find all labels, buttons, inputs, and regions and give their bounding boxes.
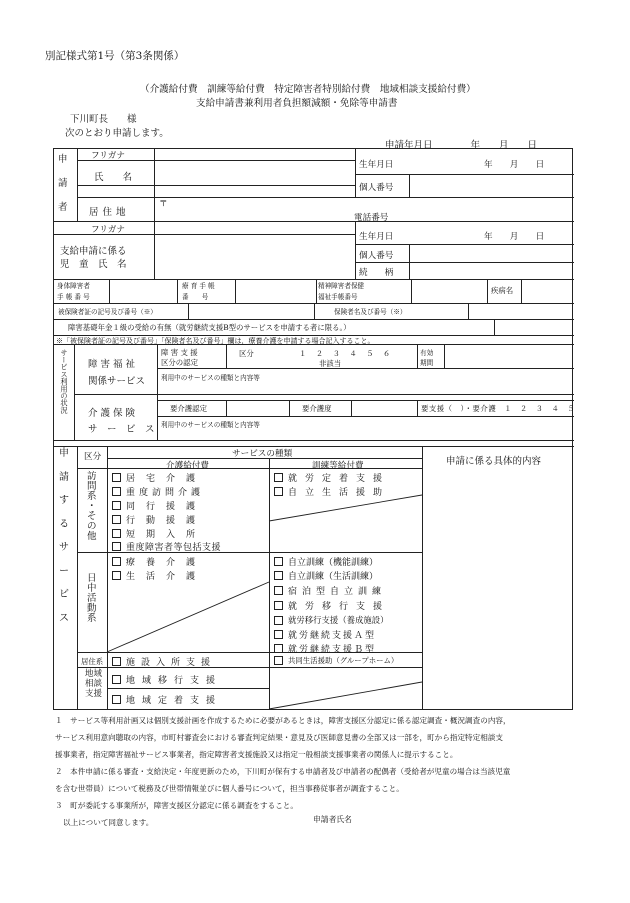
checkbox[interactable] xyxy=(274,656,283,665)
service-heavy-visit-care[interactable]: 重度訪問介護 xyxy=(112,485,264,498)
child-furigana-label: フリガナ xyxy=(91,225,125,235)
note-line: を含む世帯員）について税務及び世帯情報並びに個人番号について，担当事務従事者が調査すること。 xyxy=(55,784,404,793)
service-local-transition[interactable]: 地域移行支援 xyxy=(112,673,264,686)
service-accompany-support[interactable]: 同 行 援 護 xyxy=(112,499,264,512)
valid-period-label-2: 期間 xyxy=(420,359,434,367)
child-name-label-2: 児 童 氏 名 xyxy=(60,259,127,270)
support-category-label-1: 障 害 支 援 xyxy=(161,348,198,357)
disability-book-label-1: 身体障害者 xyxy=(57,282,90,290)
applicant-birth-field[interactable]: 年 月 日 xyxy=(484,160,545,170)
note-line: ２ 本件申請に係る審査・支給決定・年度更新のため，下川町が保有する申請者及び申請者の配偶者（受給者が児童の場合は当該児童 xyxy=(55,767,511,776)
group-living-label: 居住系 xyxy=(81,657,104,666)
checkbox[interactable] xyxy=(274,571,283,580)
group-visit-label: 訪 問 系 ・ そ の 他 xyxy=(87,471,97,542)
note-line: ３ 町が委託する事業所が，障害支援区分認定に係る調査をすること。 xyxy=(55,801,298,810)
group-day-label: 日 中 活 動 系 xyxy=(87,573,97,624)
checkbox[interactable] xyxy=(274,557,283,566)
service-employment-transition[interactable]: 就労移行支援 xyxy=(274,599,419,612)
service-local-settlement[interactable]: 地域定着支援 xyxy=(112,693,264,706)
service-living-care[interactable]: 生 活 介 護 xyxy=(112,569,264,582)
welfare-service-label-2: 関係サービス xyxy=(88,376,146,387)
child-personal-no-label: 個人番号 xyxy=(359,251,394,261)
checkbox[interactable] xyxy=(274,616,283,625)
kubun-label: 区分 xyxy=(84,452,102,462)
checkbox[interactable] xyxy=(112,695,121,704)
service-comprehensive-support[interactable]: 重度障害者等包括支援 xyxy=(112,540,264,553)
checkbox[interactable] xyxy=(274,644,283,653)
checkbox[interactable] xyxy=(274,586,283,595)
service-group-home[interactable]: 共同生活援助（グループホーム） xyxy=(274,655,419,666)
support-levels[interactable]: １ ２ ３ ４ ５ ６ xyxy=(299,349,392,358)
rehab-book-label-2: 番 号 xyxy=(182,293,209,301)
service-residential-training[interactable]: 宿泊型自立訓練 xyxy=(274,584,419,597)
applicant-name-label: 氏 名 xyxy=(94,172,133,183)
applicant-address-label: 居住地 xyxy=(89,207,130,218)
insured-no-label: 被保険者証の記号及び番号（※） xyxy=(58,308,157,316)
intro-text: 次のとおり申請します。 xyxy=(65,128,169,139)
child-relation-label: 続 柄 xyxy=(359,268,394,278)
support-category-label-2: 区分の認定 xyxy=(161,358,198,367)
detail-field[interactable] xyxy=(425,471,571,707)
rehab-book-label-1: 療 育 手 帳 xyxy=(182,282,215,290)
service-independent-living[interactable]: 自立生活援助 xyxy=(274,485,419,498)
service-types-label: サービスの種類 xyxy=(232,449,293,459)
checkbox[interactable] xyxy=(112,515,121,524)
care-in-use-label: 利用中のサービスの種類と内容等 xyxy=(161,421,260,429)
checkbox[interactable] xyxy=(112,501,121,510)
service-short-stay[interactable]: 短 期 入 所 xyxy=(112,527,264,540)
checkbox[interactable] xyxy=(112,487,121,496)
care-benefits-label: 介護給付費 xyxy=(166,461,209,471)
care-cert-label: 要介護認定 xyxy=(170,404,207,413)
category-label: 区分 xyxy=(239,349,254,358)
training-benefits-label: 訓練等給付費 xyxy=(312,461,364,471)
service-medical-care[interactable]: 療 養 介 護 xyxy=(112,555,264,568)
service-employment-transition-training[interactable]: 就労移行支援（養成施設） xyxy=(274,614,419,626)
service-behavior-support[interactable]: 行 動 援 護 xyxy=(112,513,264,526)
non-applicable[interactable]: 非該当 xyxy=(319,359,342,368)
checkbox[interactable] xyxy=(112,657,121,666)
valid-period-label-1: 有効 xyxy=(420,349,434,357)
postal-mark: 〒 xyxy=(159,199,168,209)
title-line1: （介護給付費 訓練等給付費 特定障害者特別給付費 地域相談支援給付費） xyxy=(140,84,476,95)
insurer-no-label: 保険者名及び番号（※） xyxy=(334,308,407,316)
checkbox[interactable] xyxy=(274,487,283,496)
application-form xyxy=(53,148,576,710)
page-title: 支給申請書兼利用者負担額減額・免除等申請書 xyxy=(196,98,398,109)
applicant-signature-label: 申請者氏名 xyxy=(313,815,352,824)
consent-statement: 以上について同意します。 xyxy=(63,818,154,827)
applicant-section-label: 申 請 者 xyxy=(58,154,68,213)
note-line: サービス利用意向聴取の内容，市町村審査会における審査判定結果・意見及び医師意見書の全部又は一部を，町から指定特定相談支 xyxy=(55,733,504,742)
usage-status-side-label: サービス利用の状況 xyxy=(60,349,69,414)
care-insurance-label-2: サ ー ビ ス xyxy=(88,424,155,435)
mental-book-label-2: 福祉手帳番号 xyxy=(318,293,358,301)
service-employment-retention[interactable]: 就労定着支援 xyxy=(274,471,419,484)
care-support-levels[interactable]: 要支援（ ）・要介護 １ ２ ３ ４ ５ xyxy=(421,404,576,413)
disease-label: 疾病名 xyxy=(491,286,514,295)
disability-book-label-2: 手 帳 番 号 xyxy=(57,293,90,301)
checkbox[interactable] xyxy=(112,557,121,566)
applicant-phone-label: 電話番号 xyxy=(354,213,389,223)
checkbox[interactable] xyxy=(112,571,121,580)
service-training-living[interactable]: 自立訓練（生活訓練） xyxy=(274,569,419,582)
checkbox[interactable] xyxy=(274,473,283,482)
service-home-care[interactable]: 居 宅 介 護 xyxy=(112,471,264,484)
checkbox[interactable] xyxy=(274,601,283,610)
form-number: 別記様式第1号（第3条関係） xyxy=(45,50,185,62)
care-level-label: 要介護度 xyxy=(302,404,332,413)
applicant-birth-label: 生年月日 xyxy=(359,160,394,170)
group-local-label: 地域 相談 支援 xyxy=(85,669,103,700)
service-continuous-b[interactable]: 就労継続支援Ｂ型 xyxy=(274,642,419,655)
service-continuous-a[interactable]: 就労継続支援Ａ型 xyxy=(274,628,419,641)
child-name-label-1: 支給申請に係る xyxy=(60,246,127,257)
checkbox[interactable] xyxy=(112,675,121,684)
apply-service-side-label: 申 請 す る サ ー ビ ス xyxy=(59,448,69,624)
service-training-function[interactable]: 自立訓練（機能訓練） xyxy=(274,555,419,568)
addressee: 下川町長 様 xyxy=(70,114,137,125)
pension-label: 障害基礎年金１級の受給の有無（就労継続支援B型のサービスを申請する者に限る。） xyxy=(68,323,351,332)
applicant-furigana-label: フリガナ xyxy=(91,151,125,161)
welfare-service-label-1: 障 害 福 祉 xyxy=(88,359,136,370)
detail-label: 申請に係る具体的内容 xyxy=(446,456,542,467)
note-line: １ サービス等利用計画又は個別支援計画を作成するために必要があるときは，障害支援区分認定に係る認定調査・概況調査の内容， xyxy=(55,716,511,725)
care-insurance-label-1: 介 護 保 険 xyxy=(88,408,136,419)
checkbox[interactable] xyxy=(274,630,283,639)
application-date[interactable]: 申請年月日 年 月 日 xyxy=(385,140,538,151)
note-line: 援事業者，指定障害福祉サービス事業者，指定障害者支援施設又は指定一般相談支援事業者の関係人に提示すること。 xyxy=(55,750,458,759)
checkbox[interactable] xyxy=(112,473,121,482)
applicant-signature-field[interactable] xyxy=(360,810,560,824)
checkbox[interactable] xyxy=(112,542,121,551)
mental-book-label-1: 精神障害者保健 xyxy=(318,282,365,290)
checkbox[interactable] xyxy=(112,529,121,538)
applicant-personal-no-label: 個人番号 xyxy=(359,183,394,193)
welfare-in-use-label: 利用中のサービスの種類と内容等 xyxy=(161,374,260,382)
service-facility-admission[interactable]: 施設入所支援 xyxy=(112,655,264,668)
certificates-note: ※「被保険者証の記号及び番号」「保険者名及び番号」欄は，療養介護を申請する場合記入すること。 xyxy=(56,337,375,345)
child-birth-field[interactable]: 年 月 日 xyxy=(484,232,545,242)
child-birth-label: 生年月日 xyxy=(359,232,394,242)
